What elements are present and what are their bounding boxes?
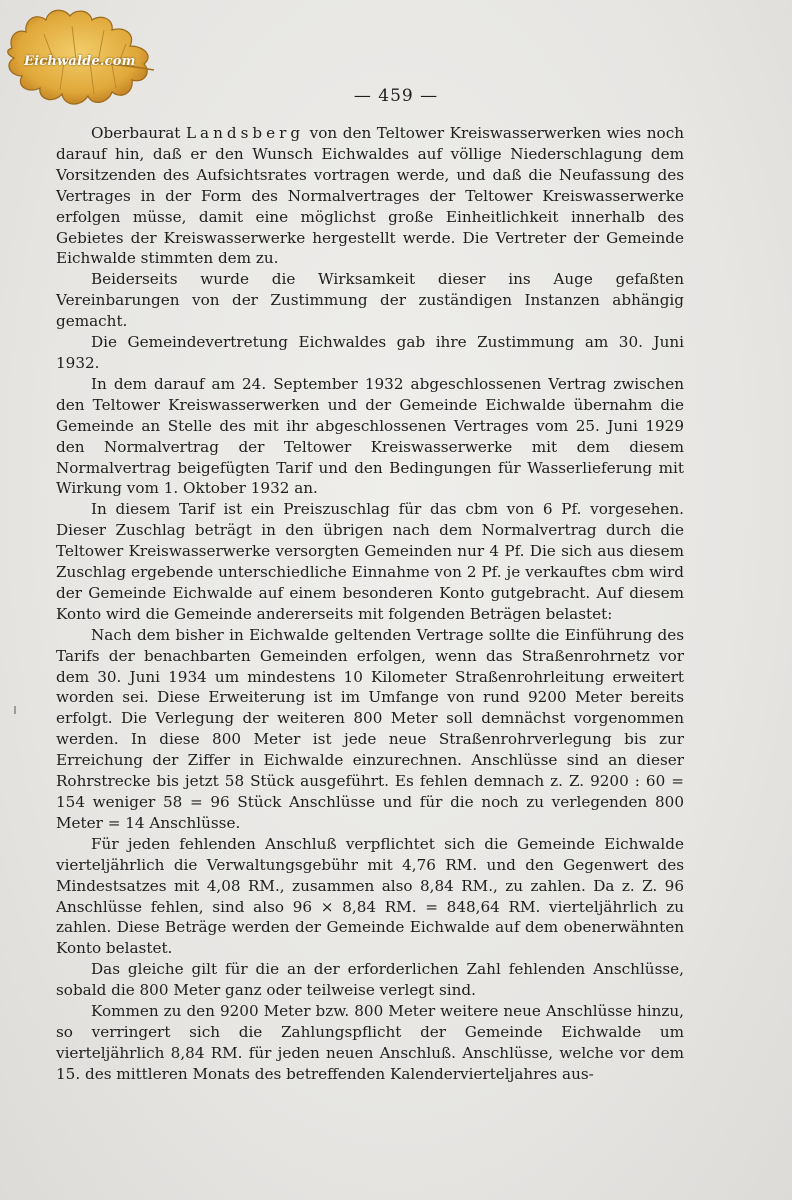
paragraph-9: Kommen zu den 9200 Meter bzw. 800 Meter weitere neue Anschlüsse hinzu, so verringert sich die Zahlungspflicht der Gemeinde Eichwalde um vierteljährlich 8,84 RM. für jeden neuen Anschluß. Anschlüsse, welche vor dem 15. des mittleren Monats des betreffenden Kalendervierteljahres aus- xyxy=(56,1002,684,1083)
paragraph-3: Die Gemeindevertretung Eichwaldes gab ihre Zustimmung am 30. Juni 1932. xyxy=(56,333,684,372)
logo-text: Eichwalde.com xyxy=(24,54,136,69)
paragraph-8: Das gleiche gilt für die an der erforderlichen Zahl fehlenden Anschlüsse, sobald die 800 Meter ganz oder teilweise verlegt sind. xyxy=(56,960,684,1000)
paragraph-1-lead: Oberbaurat xyxy=(91,124,186,142)
paragraph-7: Für jeden fehlenden Anschluß verpflichtet sich die Gemeinde Eichwalde vierteljährlich die Verwaltungsgebühr mit 4,76 RM. und den Gegenwert des Mindestsatzes mit 4,08 RM., zusammen also 8,84 RM., zu zahlen. Da z. Z. 96 Anschlüsse fehlen, sind also 96 × 8,84 RM. = 848,64 RM. vierteljährlich zu zahlen. Diese Beträge werden der Gemeinde Eichwalde auf dem obenerwähnten Konto belastet. xyxy=(56,834,684,958)
page-number: — 459 — xyxy=(353,86,439,106)
paragraph-5: In diesem Tarif ist ein Preiszuschlag für das cbm von 6 Pf. vorgesehen. Dieser Zuschlag beträgt in den übrigen nach dem Normalvertrag durch die Teltower Kreiswasserwerke versorgten Gemeinden nur 4 Pf. Die sich aus diesem Zuschlag ergebende unterschiedliche Einnahme von 2 Pf. je verkauftes cbm wird der Gemeinde Eichwalde auf einem besonderen Konto gutgebracht. Auf diesem Konto wird die Gemeinde andererseits mit folgenden Beträgen belastet: xyxy=(56,500,684,623)
paragraph-2: Beiderseits wurde die Wirksamkeit dieser ins Auge gefaßten Vereinbarungen von der Zustimmung der zuständigen Instanzen abhängig gemacht. xyxy=(56,270,684,331)
paragraph-1 xyxy=(56,123,684,269)
paragraph-1-rest: von den Teltower Kreiswasserwerken wies noch darauf hin, daß er den Wunsch Eichwaldes auf völlige Niederschlagung dem Vorsitzenden des Aufsichtsrates vortragen werde, und daß die Neufassung des Vertrages in der Form des Normalvertrages der Teltower Kreiswasserwerke erfolgen müsse, damit eine möglichst große Einheitlichkeit innerhalb des Gebietes der Kreiswasserwerke hergestellt werde. Die Vertreter der Gemeinde Eichwalde stimmten dem zu. xyxy=(56,124,684,268)
person-name: Landsberg xyxy=(185,124,305,142)
scan-mark xyxy=(14,706,16,714)
paragraph-6: Nach dem bisher in Eichwalde geltenden Vertrage sollte die Einführung des Tarifs der benachbarten Gemeinden erfolgen, wenn das Straßenrohrnetz vor dem 30. Juni 1934 um mindestens 10 Kilometer Straßenrohrleitung erweitert worden sei. Diese Erweiterung ist im Umfange von rund 9200 Meter bereits erfolgt. Die Verlegung der weiteren 800 Meter soll demnächst vorgenommen werden. In diese 800 Meter ist jede neue Straßenrohrverlegung bis zur Erreichung der Ziffer in Eichwalde einzurechnen. Anschlüsse sind an dieser Rohrstrecke bis jetzt 58 Stück ausgeführt. Es fehlen demnach z. Z. 9200 : 60 = 154 weniger 58 = 96 Stück Anschlüsse und für die noch zu verlegenden 800 Meter = 14 Anschlüsse. xyxy=(56,625,684,832)
paragraph-4: In dem darauf am 24. September 1932 abgeschlossenen Vertrag zwischen den Teltower Kreiswasserwerken und der Gemeinde Eichwalde übernahm die Gemeinde an Stelle des mit ihr abgeschlossenen Vertrages vom 25. Juni 1929 den Normalvertrag der Teltower Kreiswasserwerke mit dem diesem Normalvertrag beigefügten Tarif und den Bedingungen für Wasserlieferung mit Wirkung vom 1. Oktober 1932 an. xyxy=(56,374,684,498)
body-text xyxy=(56,123,684,1085)
